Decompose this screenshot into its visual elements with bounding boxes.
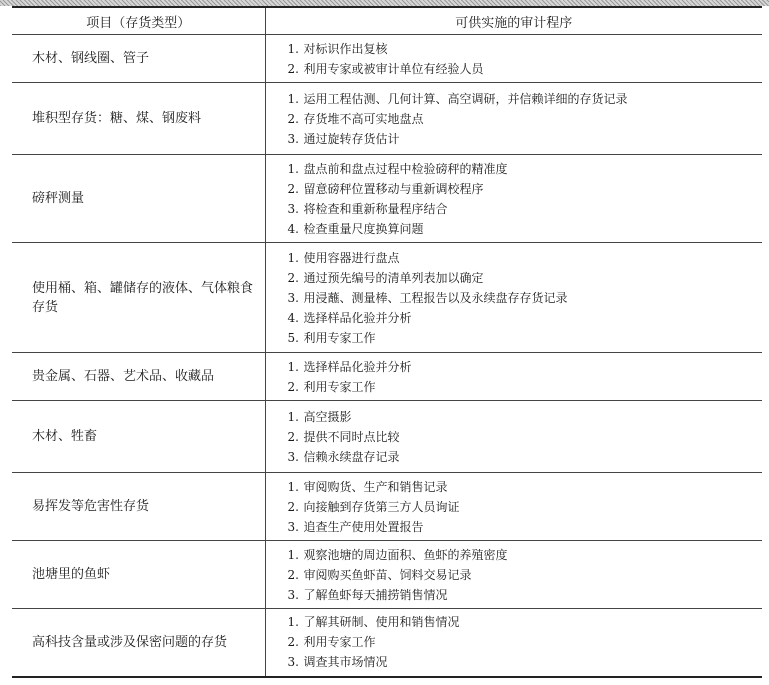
inventory-type-cell (12, 473, 265, 541)
inventory-type-cell (12, 243, 265, 353)
procedure-list (266, 156, 763, 242)
procedure-number: 3. (287, 655, 299, 670)
procedure-item (288, 652, 763, 672)
procedure-item (288, 39, 763, 59)
procedure-text: 利用专家工作 (303, 330, 376, 345)
procedure-number: 2. (287, 429, 299, 444)
procedure-text: 审阅购买鱼虾苗、饲料交易记录 (303, 567, 472, 582)
table-row (12, 243, 762, 353)
procedure-text: 审阅购货、生产和销售记录 (303, 479, 448, 494)
procedure-item (288, 545, 763, 565)
procedure-text: 高空摄影 (303, 409, 352, 424)
procedures-cell (265, 473, 762, 541)
procedure-item (288, 377, 763, 397)
procedure-item (288, 199, 763, 219)
inventory-type: 木材、牲畜 (32, 429, 98, 444)
procedure-text: 了解鱼虾每天捕捞销售情况 (303, 587, 448, 602)
procedure-text: 选择样品化验并分析 (303, 359, 412, 374)
inventory-type-cell (12, 609, 265, 677)
procedure-number: 3. (287, 131, 299, 146)
procedure-text: 利用专家工作 (303, 379, 376, 394)
procedure-item (288, 308, 763, 328)
procedure-item (288, 248, 763, 268)
procedure-number: 4. (287, 310, 299, 325)
procedure-text: 了解其研制、使用和销售情况 (303, 615, 460, 630)
procedure-item (288, 89, 763, 109)
inventory-type: 堆积型存货：糖、煤、钢废料 (32, 111, 202, 126)
procedure-text: 追查生产使用处置报告 (303, 519, 424, 534)
inventory-type: 使用桶、箱、罐储存的液体、气体粮食存货 (32, 280, 254, 315)
header-inventory-type: 项目（存货类型） (12, 7, 265, 35)
inventory-type: 池塘里的鱼虾 (32, 567, 111, 582)
procedure-number: 2. (287, 61, 299, 76)
table-row (12, 353, 762, 401)
procedure-text: 通过旋转存货估计 (303, 131, 400, 146)
inventory-type-cell (12, 83, 265, 155)
inventory-type-cell (12, 353, 265, 401)
procedure-number: 1. (287, 250, 299, 265)
procedures-cell (265, 401, 762, 473)
procedure-text: 盘点前和盘点过程中检验磅秤的精准度 (303, 161, 508, 176)
table-row (12, 401, 762, 473)
procedure-item (288, 129, 763, 149)
procedure-text: 信赖永续盘存记录 (303, 449, 400, 464)
procedure-text: 利用专家或被审计单位有经验人员 (303, 61, 484, 76)
procedure-list (266, 36, 763, 82)
procedure-text: 向接触到存货第三方人员询证 (303, 499, 460, 514)
procedure-list (266, 245, 763, 351)
inventory-type: 磅秤测量 (32, 191, 85, 206)
procedure-item (288, 477, 763, 497)
procedure-number: 2. (287, 567, 299, 582)
table-row (12, 35, 762, 83)
procedure-text: 留意磅秤位置移动与重新调校程序 (303, 181, 484, 196)
procedure-text: 利用专家工作 (303, 635, 376, 650)
procedure-number: 3. (287, 201, 299, 216)
procedure-item (288, 109, 763, 129)
procedure-list (266, 542, 763, 608)
procedure-text: 检查重量尺度换算问题 (303, 221, 424, 236)
inventory-type-cell (12, 401, 265, 473)
procedure-number: 2. (287, 499, 299, 514)
table-row (12, 541, 762, 609)
table-row (12, 609, 762, 677)
procedure-text: 调查其市场情况 (303, 655, 388, 670)
procedure-item (288, 328, 763, 348)
procedure-item (288, 59, 763, 79)
table-row (12, 83, 762, 155)
procedure-item (288, 427, 763, 447)
procedures-cell (265, 609, 762, 677)
procedure-number: 4. (287, 221, 299, 236)
procedure-text: 观察池塘的周边面积、鱼虾的养殖密度 (303, 547, 508, 562)
procedure-list (266, 354, 763, 400)
inventory-type: 贵金属、石器、艺术品、收藏品 (32, 369, 215, 384)
procedure-number: 1. (287, 479, 299, 494)
table-header-row (12, 7, 762, 35)
procedure-number: 3. (287, 519, 299, 534)
procedure-number: 3. (287, 290, 299, 305)
procedures-cell (265, 353, 762, 401)
procedure-text: 运用工程估测、几何计算、高空调研，并信赖详细的存货记录 (303, 91, 628, 106)
procedure-number: 2. (287, 181, 299, 196)
table-row (12, 155, 762, 243)
procedure-number: 1. (287, 41, 299, 56)
procedure-item (288, 159, 763, 179)
procedure-number: 1. (287, 359, 299, 374)
procedures-cell (265, 541, 762, 609)
procedures-cell (265, 155, 762, 243)
procedure-item (288, 447, 763, 467)
procedure-text: 选择样品化验并分析 (303, 310, 412, 325)
procedure-number: 3. (287, 449, 299, 464)
inventory-type: 木材、钢线圈、管子 (32, 51, 150, 66)
procedure-text: 将检查和重新称量程序结合 (303, 201, 448, 216)
procedure-number: 2. (287, 379, 299, 394)
procedure-text: 对标识作出复核 (303, 41, 388, 56)
inventory-type-cell (12, 541, 265, 609)
inventory-type: 高科技含量或涉及保密问题的存货 (32, 634, 228, 650)
procedure-text: 存货堆不高可实地盘点 (303, 111, 424, 126)
procedure-number: 1. (287, 547, 299, 562)
inventory-type-cell (12, 35, 265, 83)
header-audit-procedures: 可供实施的审计程序 (265, 7, 762, 35)
inventory-type: 易挥发等危害性存货 (32, 499, 150, 514)
procedure-list (266, 474, 763, 540)
procedure-item (288, 517, 763, 537)
procedure-text: 使用容器进行盘点 (303, 250, 400, 265)
procedure-item (288, 497, 763, 517)
procedures-cell (265, 243, 762, 353)
table-row (12, 473, 762, 541)
inventory-type-cell (12, 155, 265, 243)
procedure-item (288, 407, 763, 427)
procedures-cell (265, 83, 762, 155)
procedure-item (288, 179, 763, 199)
procedure-item (288, 632, 763, 652)
procedure-list (266, 609, 763, 675)
procedure-item (288, 268, 763, 288)
procedure-number: 1. (287, 409, 299, 424)
procedure-number: 1. (287, 161, 299, 176)
procedure-item (288, 219, 763, 239)
procedure-number: 2. (287, 111, 299, 126)
procedure-number: 2. (287, 270, 299, 285)
procedure-text: 用浸蘸、测量棒、工程报告以及永续盘存存货记录 (303, 290, 568, 305)
audit-procedures-table (12, 6, 762, 678)
procedure-list (266, 86, 763, 152)
procedures-cell (265, 35, 762, 83)
procedure-item (288, 288, 763, 308)
procedure-item (288, 357, 763, 377)
procedure-number: 1. (287, 91, 299, 106)
procedure-text: 通过预先编号的清单列表加以确定 (303, 270, 484, 285)
procedure-number: 3. (287, 587, 299, 602)
procedure-list (266, 404, 763, 470)
table-body (12, 35, 762, 677)
procedure-text: 提供不同时点比较 (303, 429, 400, 444)
procedure-item (288, 565, 763, 585)
procedure-number: 1. (287, 615, 299, 630)
procedure-item (288, 585, 763, 605)
procedure-number: 5. (287, 330, 299, 345)
procedure-item (288, 612, 763, 632)
procedure-number: 2. (287, 635, 299, 650)
